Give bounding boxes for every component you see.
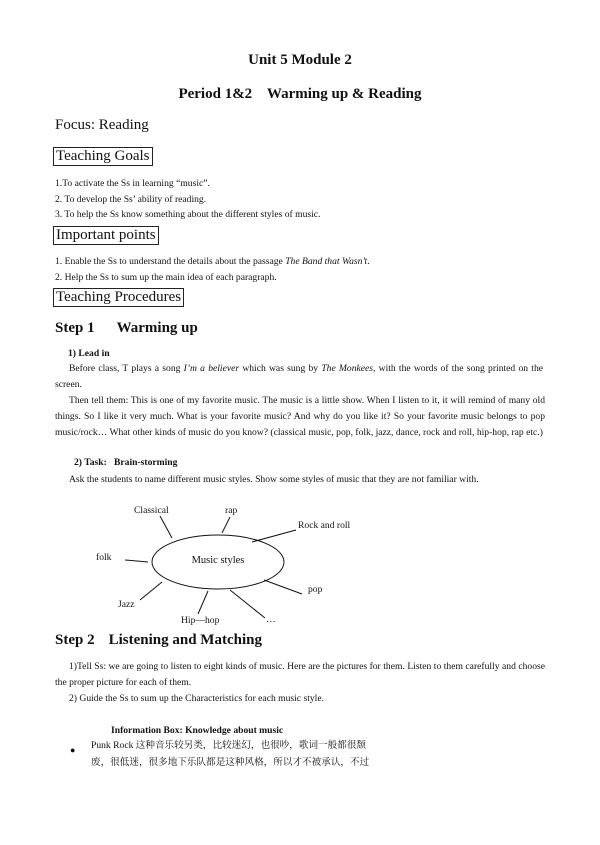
diagram-label-hip-hop: Hip—hop <box>181 615 220 626</box>
connector-line <box>264 580 302 594</box>
paragraph-text: Before class, T plays a song <box>69 363 184 374</box>
info-bullet-term: Punk Rock <box>91 740 136 751</box>
step2-number: Step 2 <box>55 632 95 648</box>
teaching-goal-item: 1.To activate the Ss in learning “music”. <box>55 178 210 189</box>
important-point-item: 2. Help the Ss to sum up the main idea of each paragraph. <box>55 272 277 283</box>
step1-title: Warming up <box>116 320 198 336</box>
connector-line <box>222 517 230 533</box>
teaching-procedures-heading: Teaching Procedures <box>53 288 184 307</box>
step2-heading <box>55 632 262 649</box>
connector-line <box>125 560 148 562</box>
teaching-goal-item: 3. To help the Ss know something about the different styles of music. <box>55 209 321 220</box>
info-bullet-line: 废，很低迷，很多地下乐队都是这种风格，所以才不被承认，不过 <box>91 757 370 768</box>
lead-in-heading: 1) Lead in <box>68 348 110 359</box>
connector-line <box>230 590 265 618</box>
diagram-label-rock-and-roll: Rock and roll <box>298 520 351 531</box>
step2-paragraph-1: 1)Tell Ss: we are going to listen to eight kinds of music. Here are the pictures for them. Listen to them carefully and choose the proper picture for each of them. <box>55 661 545 688</box>
important-point-text: 1. Enable the Ss to understand the details about the passage <box>55 256 286 267</box>
diagram-label-jazz: Jazz <box>118 599 135 610</box>
important-points-heading: Important points <box>53 226 159 245</box>
info-bullet-line <box>91 738 366 754</box>
bullet-dot: ● <box>70 745 76 755</box>
step2-title: Listening and Matching <box>108 632 262 648</box>
diagram-label-ellipsis: … <box>266 614 276 625</box>
step1-paragraph-3: Ask the students to name different music styles. Show some styles of music that they are not familiar with. <box>69 474 479 485</box>
paragraph-text: , with the words of the song printed on the screen. <box>55 363 543 390</box>
step1-paragraph-2: Then tell them: This is one of my favorite music. The music is a little show. When I listen to it, it will remind of many old things. So I like it very much. What is your favorite music? And why do you like it? So your favorite music belongs to pop music/rock… What other kinds of music do you know? (classical music, pop, folk, jazz, dance, rock and roll, hip-hop, rap etc.) <box>55 395 545 438</box>
song-title: I’m a believer <box>183 363 240 374</box>
info-box-heading: Information Box: Knowledge about music <box>111 725 284 736</box>
step1-number: Step 1 <box>55 320 95 336</box>
diagram-label-pop: pop <box>308 584 323 595</box>
task-heading: 2) Task: Brain-storming <box>74 457 178 468</box>
connector-line <box>160 516 172 538</box>
info-bullet-text: 这种音乐较另类，比较迷幻，也很吵，歌词一般都很颓 <box>135 740 367 751</box>
diagram-label-rap: rap <box>225 505 238 516</box>
document-subtitle: Period 1&2 Warming up & Reading <box>178 86 422 102</box>
diagram-center-label: Music styles <box>191 555 245 566</box>
connector-line <box>140 582 162 600</box>
diagram-label-classical: Classical <box>134 505 169 516</box>
connector-line <box>252 530 296 542</box>
teaching-goals-heading: Teaching Goals <box>53 147 153 166</box>
document-title: Unit 5 Module 2 <box>248 52 352 68</box>
paragraph-text: which was sung by <box>239 363 322 374</box>
teaching-goal-item: 2. To develop the Ss’ ability of reading. <box>55 194 207 205</box>
focus-line: Focus: Reading <box>55 117 149 133</box>
step2-paragraph-2: 2) Guide the Ss to sum up the Characteristics for each music style. <box>69 693 324 704</box>
passage-title: The Band that Wasn’t <box>285 256 368 267</box>
diagram-label-folk: folk <box>96 552 112 563</box>
connector-line <box>198 591 208 614</box>
band-name: The Monkees <box>321 363 374 374</box>
important-point-suffix: . <box>367 256 370 267</box>
